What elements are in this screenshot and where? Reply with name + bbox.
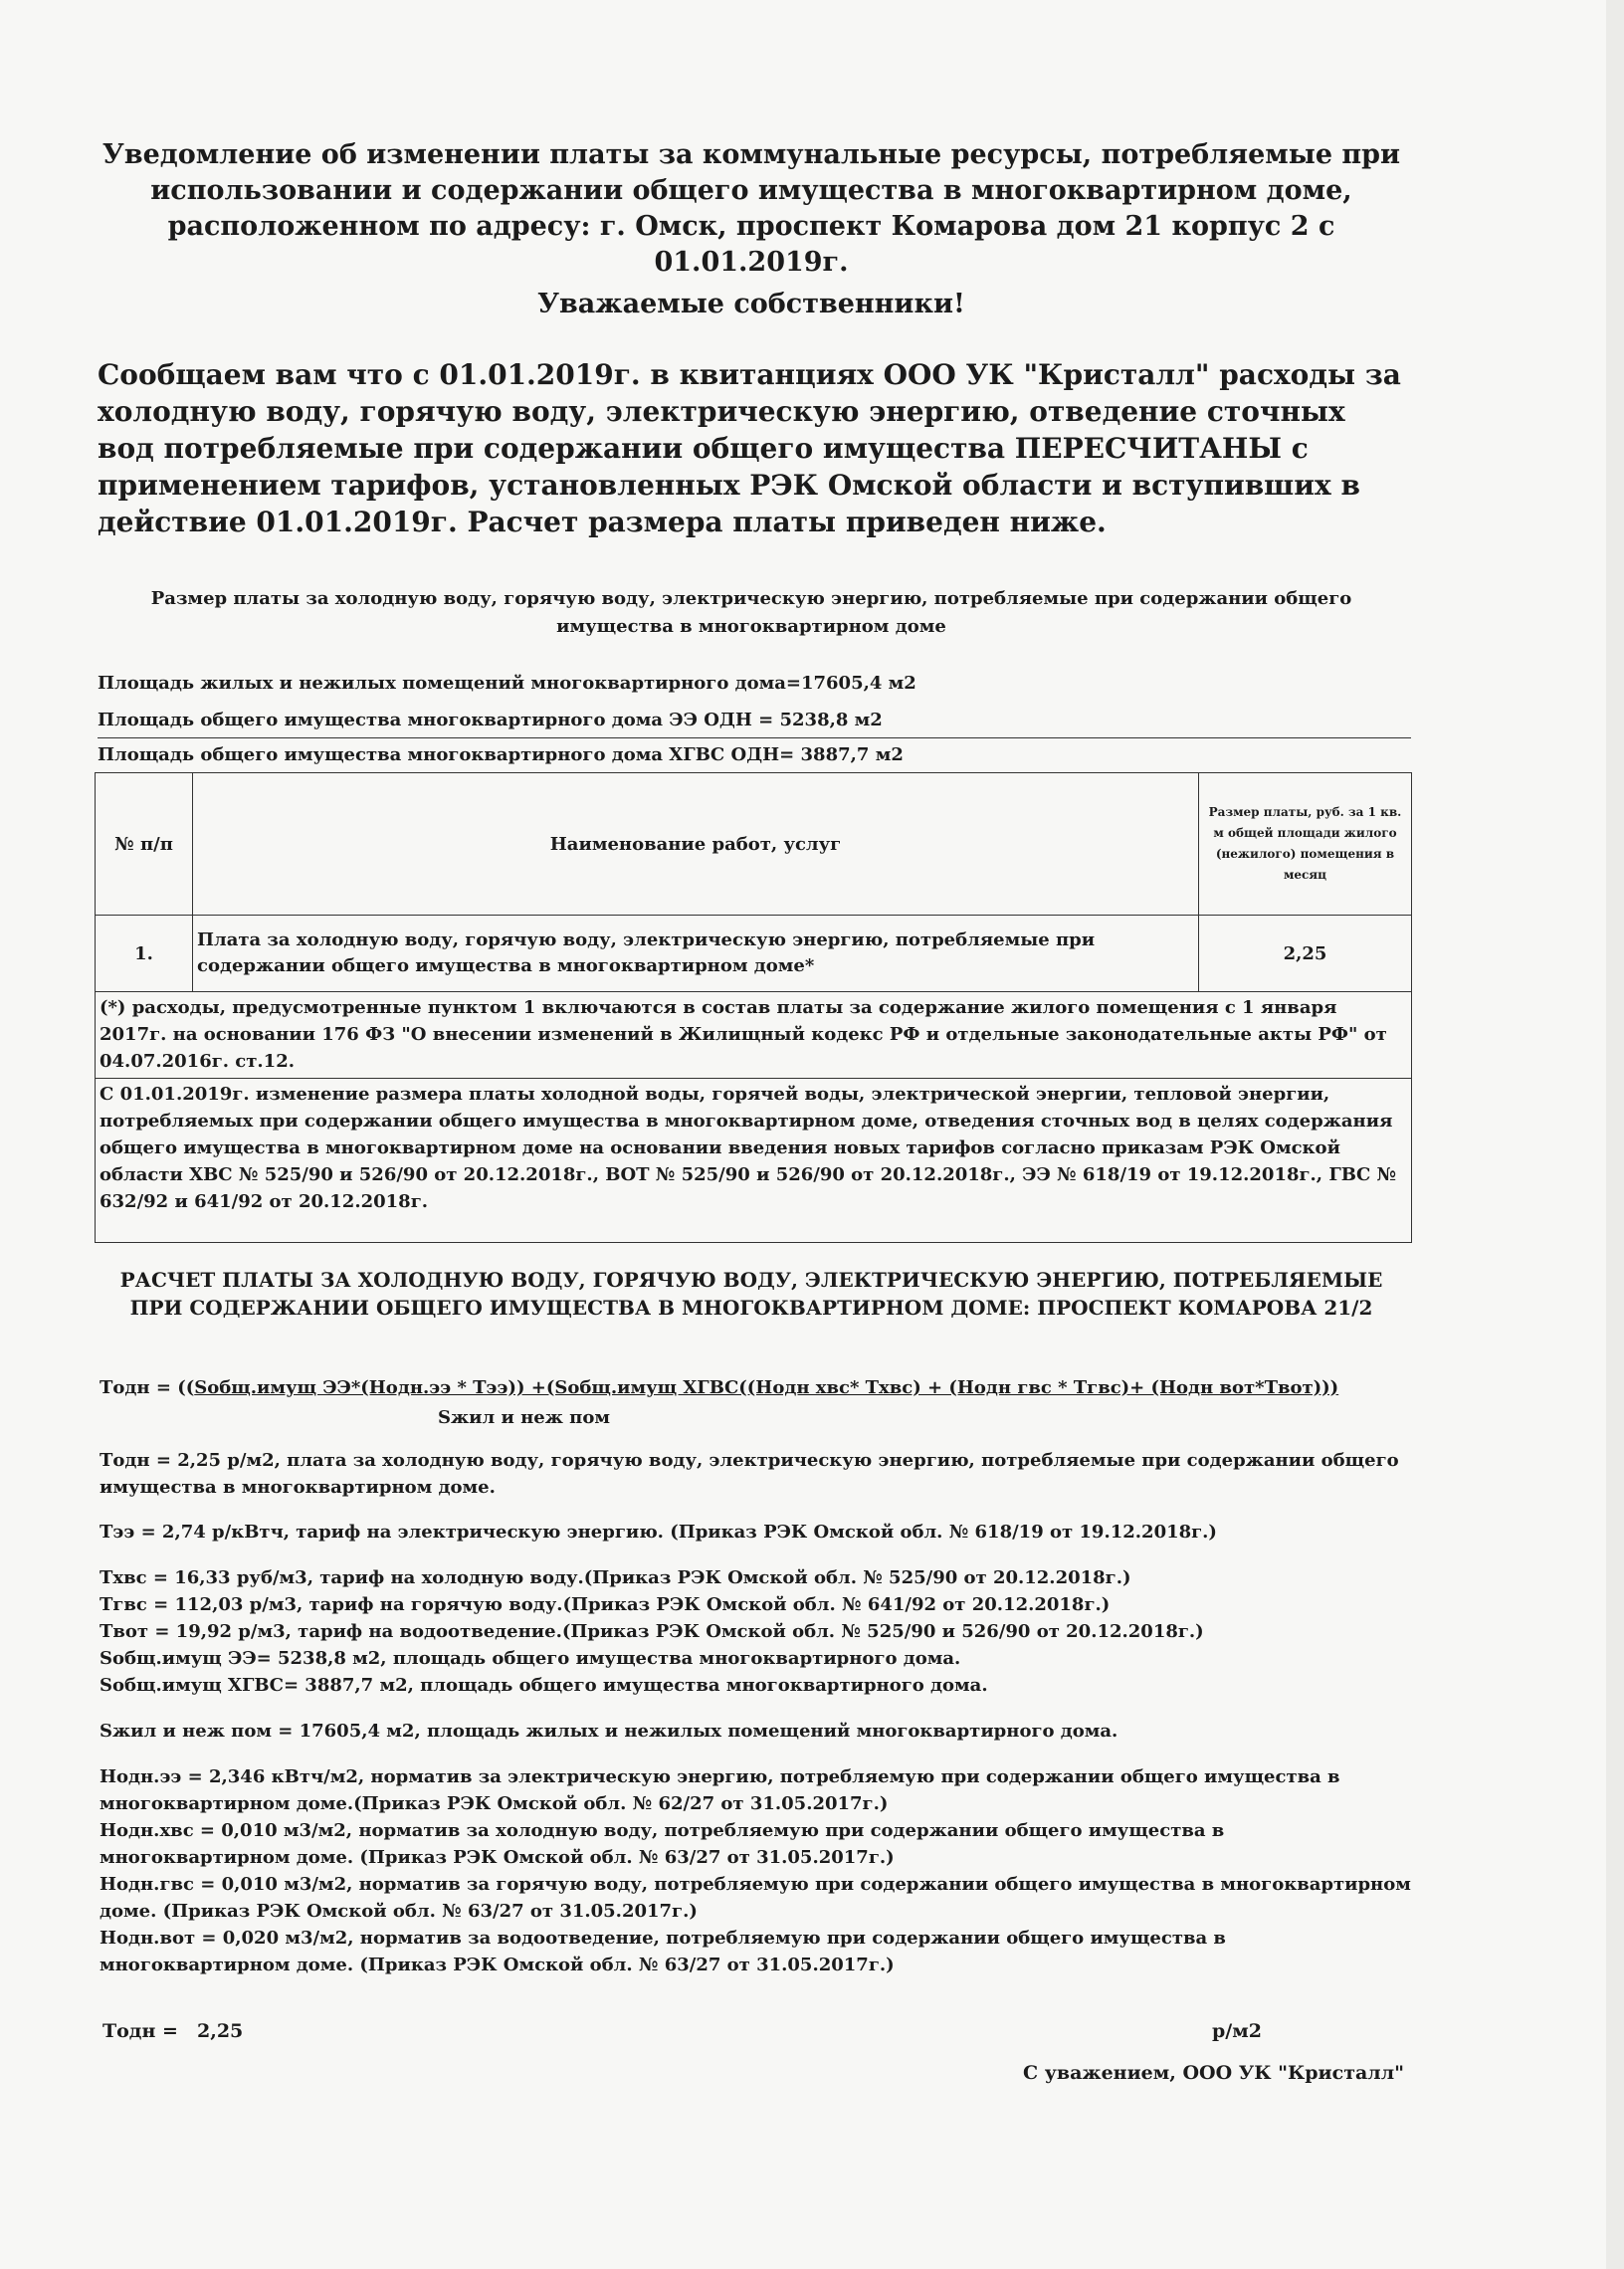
formula-lhs: Тодн = (( xyxy=(100,1377,195,1398)
header-num: № п/п xyxy=(96,773,193,916)
area-line-hgvs: Площадь общего имущества многоквартирного дома ХГВС ОДН= 3887,7 м2 xyxy=(98,744,904,765)
definition-item: Sжил и неж пом = 17605,4 м2, площадь жилых и нежилых помещений многоквартирного дома. xyxy=(100,1721,1118,1742)
definition-item: Sобщ.имущ ХГВС= 3887,7 м2, площадь общего имущества многоквартирного дома. xyxy=(100,1675,988,1696)
scan-edge xyxy=(1606,0,1624,2269)
document-title: Уведомление об изменении платы за коммунальные ресурсы, потребляемые при использовании и содержании общего имущества в многоквартирном доме, расположенном по адресу: г. Омск, проспект Комарова дом 21 корпус 2 с 01.01.2019г. xyxy=(102,139,1401,278)
formula-denominator: Sжил и неж пом xyxy=(438,1407,610,1428)
formula-line xyxy=(100,1377,1413,1398)
result-label: Тодн = xyxy=(102,2020,178,2042)
definition-item: Тхвс = 16,33 руб/м3, тариф на холодную воду.(Приказ РЭК Омской обл. № 525/90 от 20.12.2018г.) xyxy=(100,1567,1131,1588)
formula-numerator: Sобщ.имущ ЭЭ*(Нодн.ээ * Тээ)) +(Sобщ.имущ ХГВС((Нодн хвс* Тхвс) + (Нодн гвс * Тгвс)+ (Нодн вот*Твот))) xyxy=(194,1377,1339,1398)
definition-item: Нодн.вот = 0,020 м3/м2, норматив за водоотведение, потребляемую при содержании общего имущества в многоквартирном доме. (Приказ РЭК Омской обл. № 63/27 от 31.05.2017г.) xyxy=(100,1928,1226,1975)
table-row xyxy=(96,916,1412,992)
header-name: Наименование работ, услуг xyxy=(193,773,1199,916)
row-value: 2,25 xyxy=(1199,916,1412,992)
row-name: Плата за холодную воду, горячую воду, электрическую энергию, потребляемые при содержании общего имущества в многоквартирном доме* xyxy=(193,916,1199,992)
definition-item: Нодн.хвс = 0,010 м3/м2, норматив за холодную воду, потребляемую при содержании общего имущества в многоквартирном доме. (Приказ РЭК Омской обл. № 63/27 от 31.05.2017г.) xyxy=(100,1820,1225,1868)
definition-item: Тээ = 2,74 р/кВтч, тариф на электрическую энергию. (Приказ РЭК Омской обл. № 618/19 от 19.12.2018г.) xyxy=(100,1522,1217,1543)
definition-item: Твот = 19,92 р/м3, тариф на водоотведение.(Приказ РЭК Омской обл. № 525/90 и 526/90 от 20.12.2018г.) xyxy=(100,1621,1204,1642)
definition-item: Тгвс = 112,03 р/м3, тариф на горячую воду.(Приказ РЭК Омской обл. № 641/92 от 20.12.2018г.) xyxy=(100,1594,1111,1615)
section-caption: Размер платы за холодную воду, горячую воду, электрическую энергию, потребляемые при содержании общего имущества в многоквартирном доме xyxy=(150,588,1352,637)
table-note-tariffs: С 01.01.2019г. изменение размера платы холодной воды, горячей воды, электрической энергии, тепловой энергии, потребляемых при содержании общего имущества в многоквартирном доме, отведения сточных вод в целях содержания общего имущества в многоквартирном доме на основании введения новых тарифов согласно приказам РЭК Омской области ХВС № 525/90 и 526/90 от 20.12.2018г., ВОТ № 525/90 и 526/90 от 20.12.2018г., ЭЭ № 618/19 от 19.12.2018г., ГВС № 632/92 и 641/92 от 20.12.2018г. xyxy=(96,1079,1412,1243)
definition-item: Тодн = 2,25 р/м2, плата за холодную воду, горячую воду, электрическую энергию, потребляемые при содержании общего имущества в многоквартирном доме. xyxy=(100,1450,1399,1498)
definition-item: Sобщ.имущ ЭЭ= 5238,8 м2, площадь общего имущества многоквартирного дома. xyxy=(100,1648,961,1669)
calculation-title: РАСЧЕТ ПЛАТЫ ЗА ХОЛОДНУЮ ВОДУ, ГОРЯЧУЮ ВОДУ, ЭЛЕКТРИЧЕСКУЮ ЭНЕРГИЮ, ПОТРЕБЛЯЕМЫЕ ПРИ СОДЕРЖАНИИ ОБЩЕГО ИМУЩЕСТВА В МНОГОКВАРТИРНОМ ДОМЕ: ПРОСПЕКТ КОМАРОВА 21/2 xyxy=(119,1268,1383,1320)
table-note-footnote: (*) расходы, предусмотренные пунктом 1 включаются в состав платы за содержание жилого помещения с 1 января 2017г. на основании 176 ФЗ "О внесении изменений в Жилищный кодекс РФ и отдельные законодательные акты РФ" от 04.07.2016г. ст.12. xyxy=(96,992,1412,1079)
table-note-row xyxy=(96,1079,1412,1243)
area-line-total: Площадь жилых и нежилых помещений многоквартирного дома=17605,4 м2 xyxy=(98,673,916,694)
table-header-row xyxy=(96,773,1412,916)
closing-signature: С уважением, ООО УК "Кристалл" xyxy=(1023,2062,1404,2084)
result-value: 2,25 xyxy=(197,2020,244,2042)
greeting: Уважаемые собственники! xyxy=(537,289,965,319)
table-note-row xyxy=(96,992,1412,1079)
rates-table xyxy=(95,772,1412,1243)
row-num: 1. xyxy=(96,916,193,992)
area-line-ee: Площадь общего имущества многоквартирного дома ЭЭ ОДН = 5238,8 м2 xyxy=(98,710,883,730)
result-unit: р/м2 xyxy=(1212,2020,1262,2042)
definition-item: Нодн.ээ = 2,346 кВтч/м2, норматив за электрическую энергию, потребляемую при содержании общего имущества в многоквартирном доме.(Приказ РЭК Омской обл. № 62/27 от 31.05.2017г.) xyxy=(100,1766,1340,1814)
definition-item: Нодн.гвс = 0,010 м3/м2, норматив за горячую воду, потребляемую при содержании общего имущества в многоквартирном доме. (Приказ РЭК Омской обл. № 63/27 от 31.05.2017г.) xyxy=(100,1874,1411,1922)
header-rate: Размер платы, руб. за 1 кв. м общей площади жилого (нежилого) помещения в месяц xyxy=(1199,773,1412,916)
divider xyxy=(98,737,1411,738)
intro-paragraph: Сообщаем вам что с 01.01.2019г. в квитанциях ООО УК "Кристалл" расходы за холодную воду, горячую воду, электрическую энергию, отведение сточных вод потребляемые при содержании общего имущества ПЕРЕСЧИТАНЫ с применением тарифов, установленных РЭК Омской области и вступивших в действие 01.01.2019г. Расчет размера платы приведен ниже. xyxy=(98,358,1401,538)
